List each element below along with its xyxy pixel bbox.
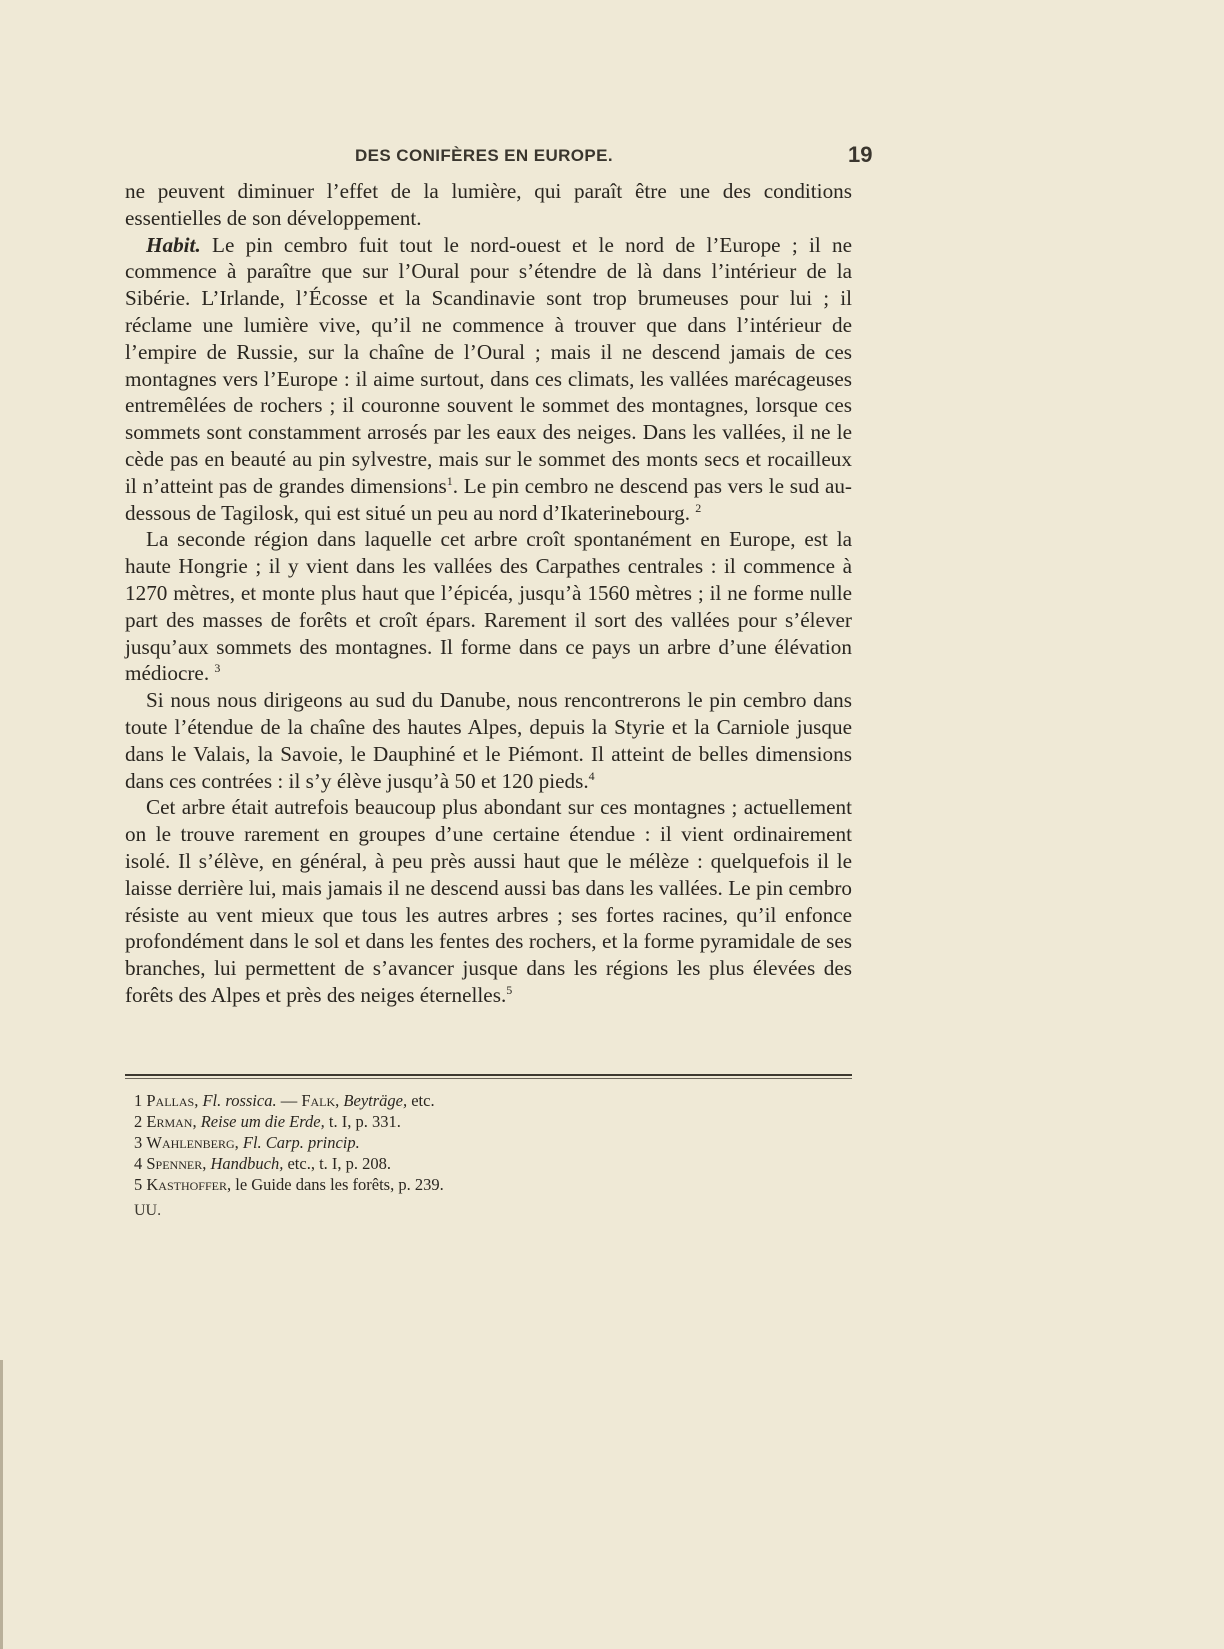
footnote-number: 1 [134, 1091, 143, 1110]
footnote-5 [134, 1174, 854, 1195]
footnote-separator: , [234, 1133, 243, 1152]
footnote-ref: 1 [446, 473, 453, 488]
footnote-separator: , [192, 1112, 201, 1131]
footnote-title: Beyträge, [343, 1091, 408, 1110]
footnote-ref: 5 [506, 982, 513, 997]
footnote-title: Reise um die Erde, [200, 1112, 325, 1131]
footnote-ref: 4 [588, 768, 595, 783]
footnote-rest: — [276, 1091, 302, 1110]
paragraph-5 [125, 794, 852, 1008]
printer-signature: UU. [134, 1202, 162, 1219]
footnote-rest: etc. [407, 1091, 435, 1110]
footnote-title: Fl. rossica. [202, 1091, 277, 1110]
footnote-rest: t. I, p. 331. [324, 1112, 401, 1131]
footnote-title: Fl. Carp. princip. [242, 1133, 360, 1152]
footnote-2 [134, 1111, 854, 1132]
footnote-number: 3 [134, 1133, 143, 1152]
paragraph-text: La seconde région dans laquelle cet arbre croît spontanément en Europe, est la haute Hongrie ; il y vient dans les vallées des Carpathes centrales : il commence à 1270 mètres, et monte plus haut que l’épicéa, jusqu’à 1560 mètres ; il ne forme nulle part des masses de forêts et croît épars. Rarement il sort des vallées pour s’élever jusqu’aux sommets des montagnes. Il forme dans ce pays un arbre d’une élévation médiocre. [125, 527, 852, 686]
footnote-number: 2 [134, 1112, 143, 1131]
footnote-4 [134, 1153, 854, 1174]
section-lead: Habit. [146, 232, 201, 257]
footnote-1 [134, 1090, 854, 1111]
footnote-separator: , [202, 1154, 211, 1173]
footnote-author: Falk [301, 1091, 336, 1110]
footnote-number: 4 [134, 1154, 143, 1173]
footnotes [134, 1090, 854, 1195]
footnote-rule-thin [125, 1078, 852, 1079]
footnote-separator: , [194, 1091, 203, 1110]
paragraph-text: . Le pin cembro ne descend pas vers le sud au-dessous de Tagilosk, qui est situé un peu au nord d’Ikaterinebourg. [125, 473, 852, 525]
running-title: DES CONIFÈRES EN EUROPE. [355, 146, 614, 165]
paragraph-1 [125, 178, 852, 232]
paragraph-text: ne peuvent diminuer l’effet de la lumière, qui paraît être une des conditions essentielles de son développement. [125, 179, 852, 230]
footnote-ref: 2 [695, 500, 702, 515]
footnote-rest: etc., t. I, p. 208. [283, 1154, 392, 1173]
paragraph-4 [125, 687, 852, 794]
footnote-author: Spenner [146, 1154, 203, 1173]
paragraph-3 [125, 526, 852, 687]
footnote-rule [125, 1074, 852, 1076]
page-edge [0, 1360, 3, 1649]
footnote-author: Kasthoffer [146, 1175, 227, 1194]
page-number: 19 [848, 142, 873, 167]
footnote-author: Pallas [146, 1091, 195, 1110]
footnote-rest: le Guide dans les forêts, p. 239. [235, 1175, 444, 1194]
footnote-title: Handbuch, [210, 1154, 284, 1173]
running-header [0, 142, 1224, 172]
paragraph-text: Si nous nous dirigeons au sud du Danube, nous rencontrerons le pin cembro dans toute l’étendue de la chaîne des hautes Alpes, depuis la Styrie et la Carniole jusque dans le Valais, la Savoie, le Dauphiné et le Piémont. Il atteint de belles dimensions dans ces contrées : il s’y élève jusqu’à 50 et 120 pieds. [125, 688, 852, 793]
paragraph-2 [125, 232, 852, 527]
footnote-separator: , [226, 1175, 236, 1194]
footnote-author: Erman [146, 1112, 193, 1131]
footnote-3 [134, 1132, 854, 1153]
footnote-number: 5 [134, 1175, 143, 1194]
paragraph-text: Le pin cembro fuit tout le nord-ouest et le nord de l’Europe ; il ne commence à paraître que sur l’Oural pour s’étendre de là dans l’intérieur de la Sibérie. L’Irlande, l’Écosse et la Scandinavie sont trop brumeuses pour lui ; il réclame une lumière vive, qu’il ne commence à trouver que dans l’intérieur de l’empire de Russie, sur la chaîne de l’Oural ; mais il ne descend jamais de ces montagnes vers l’Europe : il aime surtout, dans ces climats, les vallées marécageuses entremêlées de rochers ; il couronne souvent le sommet des montagnes, lorsque ces sommets sont constamment arrosés par les eaux des neiges. Dans les vallées, il ne le cède pas en beauté au pin sylvestre, mais sur le sommet des monts secs et rocailleux il n’atteint pas de grandes dimensions [125, 232, 852, 498]
paragraph-text: Cet arbre était autrefois beaucoup plus abondant sur ces montagnes ; actuellement on le trouve rarement en groupes d’une certaine étendue : il vient ordinairement isolé. Il s’élève, en général, à peu près aussi haut que le mélèze : quelquefois il le laisse derrière lui, mais jamais il ne descend aussi bas dans les vallées. Le pin cembro résiste au vent mieux que tous les autres arbres ; ses fortes racines, qu’il enfonce profondément dans le sol et dans les fentes des rochers, et la forme pyramidale de ses branches, lui permettent de s’avancer jusque dans les régions les plus élevées des forêts des Alpes et près des neiges éternelles. [125, 795, 852, 1007]
footnote-author: Wahlenberg [146, 1133, 235, 1152]
footnote-ref: 3 [214, 661, 221, 676]
footnote-separator: , [335, 1091, 344, 1110]
main-text [125, 178, 852, 1009]
